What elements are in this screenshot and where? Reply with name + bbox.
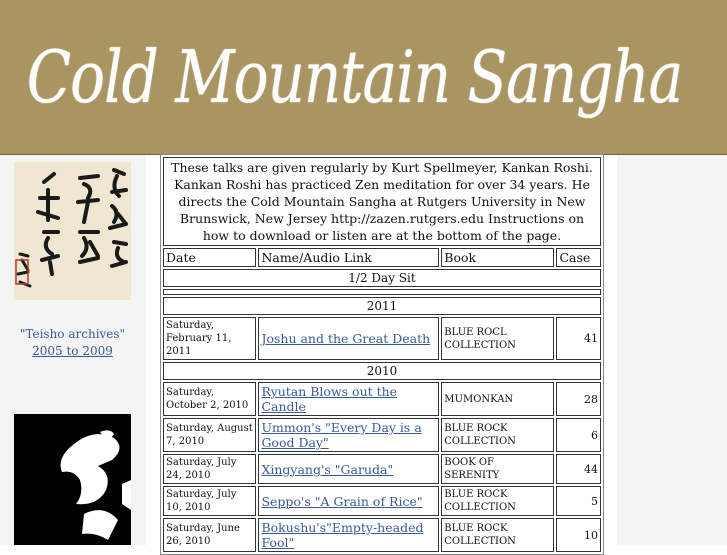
row-date: Saturday, July 10, 2010 (163, 486, 256, 516)
talks-table (160, 154, 604, 555)
site-banner (0, 0, 727, 155)
brush-calligraphy-image (14, 414, 131, 545)
talks-container (160, 154, 604, 555)
table-header-row (163, 248, 601, 267)
year-heading-2010: 2010 (163, 362, 601, 380)
table-row (163, 418, 601, 452)
header-case: Case (556, 248, 601, 267)
site-title-text: Cold Mountain Sangha (26, 34, 683, 120)
table-row (163, 454, 601, 484)
row-book: BLUE ROCL COLLECTION (441, 317, 554, 360)
talk-audio-link[interactable]: Seppo's "A Grain of Rice" (261, 493, 423, 509)
header-name: Name/Audio Link (258, 248, 439, 267)
archives-label: "Teisho archives" (19, 327, 126, 341)
header-date: Date (163, 248, 256, 267)
year-heading-2011: 2011 (163, 297, 601, 315)
row-date: Saturday, July 24, 2010 (163, 454, 256, 484)
talk-audio-link[interactable]: Joshu and the Great Death (261, 331, 431, 346)
section-divider (163, 289, 601, 295)
table-row (163, 317, 601, 360)
table-row (163, 382, 601, 416)
talk-audio-link[interactable]: Ryutan Blows out the Candle (261, 384, 398, 414)
table-row (163, 486, 601, 516)
row-date: Saturday, February 11, 2011 (163, 317, 256, 360)
talk-audio-link[interactable]: Ummon's "Every Day is a Good Day" (261, 420, 422, 450)
row-book: BOOK OF SERENITY (441, 454, 554, 484)
archives-link[interactable]: 2005 to 2009 (32, 344, 113, 358)
intro-text: These talks are given regularly by Kurt Spellmeyer, Kankan Roshi. Kankan Roshi has practiced Zen meditation for over 34 years. He directs the Cold Mountain Sangha at Rutgers University in New Brunswick, New Jersey http://zazen.rutgers.edu Instructions on how to download or listen are at the bottom of the page. (163, 157, 601, 246)
archives-section (14, 326, 131, 360)
row-book: MUMONKAN (441, 382, 554, 416)
row-book: BLUE ROCK COLLECTION (441, 518, 554, 552)
talk-audio-link[interactable]: Xingyang's "Garuda" (261, 461, 394, 477)
row-date: Saturday, October 2, 2010 (163, 382, 256, 416)
row-date: Saturday, June 26, 2010 (163, 518, 256, 552)
row-case: 5 (556, 486, 601, 516)
section-half-day-sit: 1/2 Day Sit (163, 269, 601, 287)
site-title (0, 0, 727, 154)
row-case: 44 (556, 454, 601, 484)
row-case: 28 (556, 382, 601, 416)
calligraphy-image (14, 162, 131, 300)
header-book: Book (441, 248, 554, 267)
row-case: 10 (556, 518, 601, 552)
right-sidebar-background (617, 155, 727, 545)
row-date: Saturday, August 7, 2010 (163, 418, 256, 452)
row-book: BLUE ROCK COLLECTION (441, 418, 554, 452)
table-row (163, 518, 601, 552)
row-case: 41 (556, 317, 601, 360)
talk-audio-link[interactable]: Bokushu's"Empty-headed Fool" (261, 520, 424, 550)
row-case: 6 (556, 418, 601, 452)
row-book: BLUE ROCK COLLECTION (441, 486, 554, 516)
